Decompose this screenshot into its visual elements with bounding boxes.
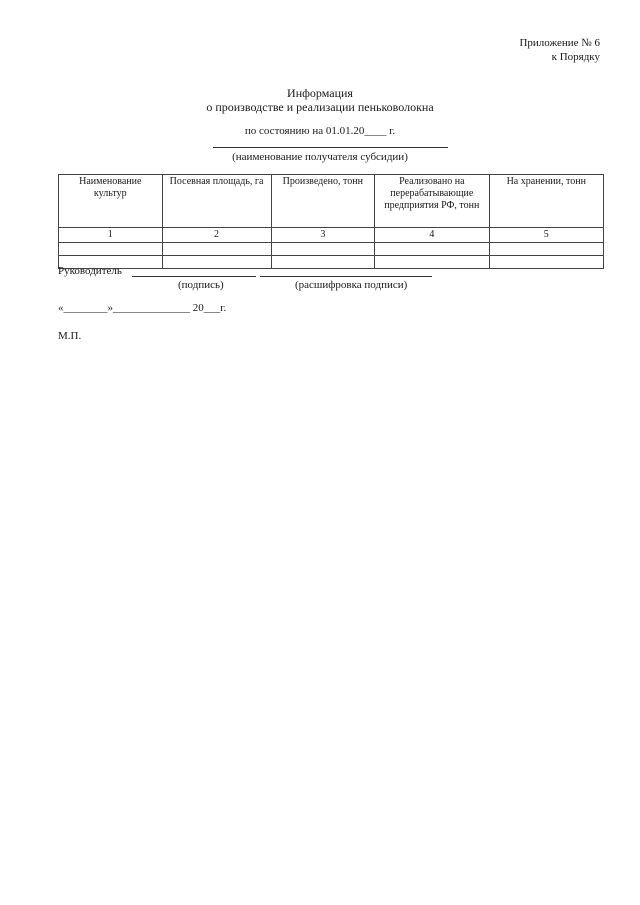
title-main: Информация — [287, 86, 353, 100]
decoding-caption: (расшифровка подписи) — [295, 279, 408, 291]
appendix-reference — [519, 36, 600, 64]
table-cell[interactable] — [59, 243, 163, 256]
head-label: Руководитель — [58, 265, 122, 277]
table-cell[interactable] — [375, 243, 489, 256]
table-cell[interactable] — [489, 243, 603, 256]
header-sown-area: Посевная площадь, га — [162, 175, 271, 228]
column-number: 3 — [271, 228, 375, 243]
stamp-place: М.П. — [58, 330, 82, 342]
header-crop-name: Наименование культур — [59, 175, 163, 228]
column-number: 2 — [162, 228, 271, 243]
appendix-procedure: к Порядку — [551, 51, 600, 63]
column-number: 1 — [59, 228, 163, 243]
header-sold: Реализовано на перерабатывающие предприятия РФ, тонн — [375, 175, 489, 228]
table-cell[interactable] — [271, 256, 375, 269]
table-row — [59, 243, 604, 256]
header-produced: Произведено, тонн — [271, 175, 375, 228]
recipient-caption: (наименование получателя субсидии) — [232, 151, 408, 163]
production-table — [58, 174, 604, 269]
signature-line[interactable] — [132, 276, 256, 277]
table-row — [59, 256, 604, 269]
table-cell[interactable] — [375, 256, 489, 269]
date-line[interactable]: «________»______________ 20___г. — [58, 302, 227, 314]
appendix-number: Приложение № 6 — [519, 37, 600, 49]
table-cell[interactable] — [162, 256, 271, 269]
signature-caption: (подпись) — [178, 279, 224, 291]
signature-decoding-line[interactable] — [260, 276, 432, 277]
title-subject: о производстве и реализации пеньковолокна — [206, 100, 434, 114]
column-number: 4 — [375, 228, 489, 243]
table-header-row — [59, 175, 604, 228]
recipient-name-line[interactable] — [213, 147, 448, 148]
table-cell[interactable] — [489, 256, 603, 269]
table-cell[interactable] — [271, 243, 375, 256]
header-in-storage: На хранении, тонн — [489, 175, 603, 228]
table-cell[interactable] — [162, 243, 271, 256]
document-title — [0, 86, 640, 114]
column-number-row — [59, 228, 604, 243]
as-of-date: по состоянию на 01.01.20____ г. — [244, 125, 396, 137]
column-number: 5 — [489, 228, 603, 243]
